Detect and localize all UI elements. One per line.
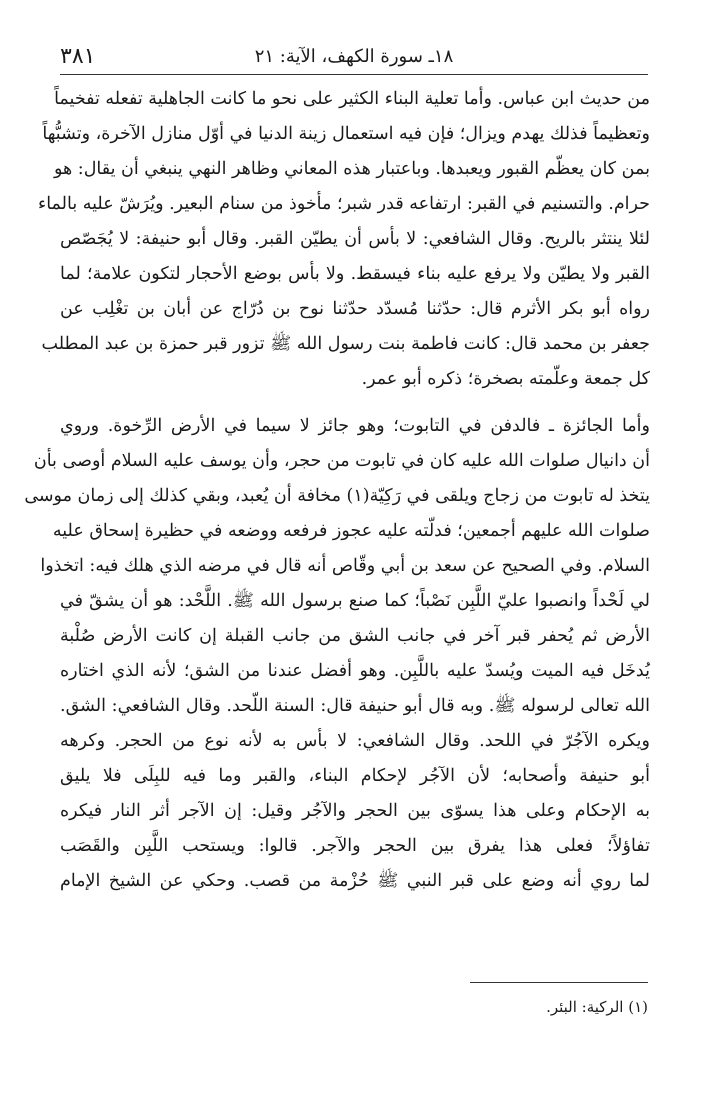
text-line: وأما الجائزة ـ فالدفن في التابوت؛ وهو جائز لا سيما في الأرض الرِّخوة. وروي	[60, 416, 650, 436]
text-line: بمن كان يعظّم القبور ويعبدها. وباعتبار هذه المعاني وظاهر النهي ينبغي أن يقال: هو	[53, 159, 650, 179]
text-line: أن دانيال صلوات الله عليه كان في تابوت من حجر، وأن يوسف عليه السلام أوصى بأن	[33, 451, 650, 471]
text-line: لما روي أنه وضع على قبر النبي ﷺ حُزْمة من قصب. وحكي عن الشيخ الإمام	[60, 871, 650, 891]
text-line: لئلا ينتثر بالريح. وقال الشافعي: لا بأس أن يطيّن القبر. وقال أبو حنيفة: لا يُجَصّص	[60, 229, 650, 249]
text-line: يتخذ له تابوت من زجاج ويلقى في رَكِيّة(١) مخافة أن يُعبد، وبقي كذلك إلى زمان موسى	[24, 486, 650, 506]
paragraph-gap	[60, 397, 650, 409]
text-line: لي لَحْداً وانصبوا عليّ اللَّبِن نَصْباً؛ كما صنع برسول الله ﷺ. اللَّحْد: هو أن يشقّ في	[60, 591, 650, 611]
page-number: ٣٨١	[60, 44, 96, 69]
text-line: به الإحكام وعلى هذا يسوّى بين الحجر والآجُر وقيل: إن الآجر أثر النار فيكره	[60, 801, 650, 821]
text-line: رواه أبو بكر الأثرم قال: حدّثنا مُسدّد حدّثنا نوح بن دُرّاج عن أبان بن تغْلِب عن	[60, 299, 650, 319]
text-line: كل جمعة وعلّمته بصخرة؛ ذكره أبو عمر.	[361, 369, 650, 389]
text-line: جعفر بن محمد قال: كانت فاطمة بنت رسول الله ﷺ تزور قبر حمزة بن عبد المطلب	[41, 334, 650, 354]
text-line: صلوات الله عليهم أجمعين؛ فدلّته عليه عجوز فرفعه ووضعه في حظيرة إسحاق عليه	[52, 521, 650, 541]
paragraph	[37, 82, 650, 397]
text-line: يُدخَل فيه الميت ويُسدّ عليه باللَّبِن. وهو أفضل عندنا من الشق؛ لأنه الذي اختاره	[60, 661, 650, 681]
text-line: وتعظيماً فذلك يهدم ويزال؛ فإن فيه استعمال زينة الدنيا في أوّل منازل الآخرة، وتشبُّهاً	[42, 124, 650, 144]
footnote-rule	[470, 982, 648, 983]
text-line: من حديث ابن عباس. وأما تعلية البناء الكثير على نحو ما كانت الجاهلية تفعله تفخيماً	[54, 89, 650, 109]
text-line: السلام. وفي الصحيح عن سعد بن أبي وقّاص أنه قال في مرضه الذي هلك فيه: اتخذوا	[40, 556, 650, 576]
header-rule	[60, 74, 648, 75]
text-line: الأرض ثم يُحفر قبر آخر في جانب الشق من جانب القبلة إن كانت الأرض صُلْبة	[60, 626, 650, 646]
body-text	[24, 82, 650, 899]
text-line: القبر ولا يطيّن ولا يرفع عليه بناء فيسقط. ولا بأس بوضع الأحجار لتكون علامة؛ لما	[60, 264, 650, 284]
running-title: ١٨ـ سورة الكهف، الآية: ٢١	[254, 46, 454, 67]
page-header	[60, 42, 648, 74]
paragraph	[24, 409, 650, 899]
text-line: أبو حنيفة وأصحابه؛ لأن الآجُر لإحكام البناء، والقبر وما فيه للبِلَى فلا يليق	[60, 766, 650, 786]
text-line: حرام. والتسنيم في القبر: ارتفاعه قدر شبر؛ مأخوذ من سنام البعير. ويُرَشّ عليه بالماء	[37, 194, 650, 214]
text-line: ويكره الآجُرّ في اللحد. وقال الشافعي: لا بأس به لأنه نوع من الحجر. وكرهه	[60, 731, 650, 751]
footnote: (١) الركية: البئر.	[546, 998, 648, 1016]
text-line: تفاؤلاً؛ فعلى هذا يفرق بين الحجر والآجر. قالوا: ويستحب اللَّبِن والقَصَب	[60, 836, 650, 856]
text-line: الله تعالى لرسوله ﷺ. وبه قال أبو حنيفة قال: السنة اللّحد. وقال الشافعي: الشق.	[60, 696, 650, 716]
